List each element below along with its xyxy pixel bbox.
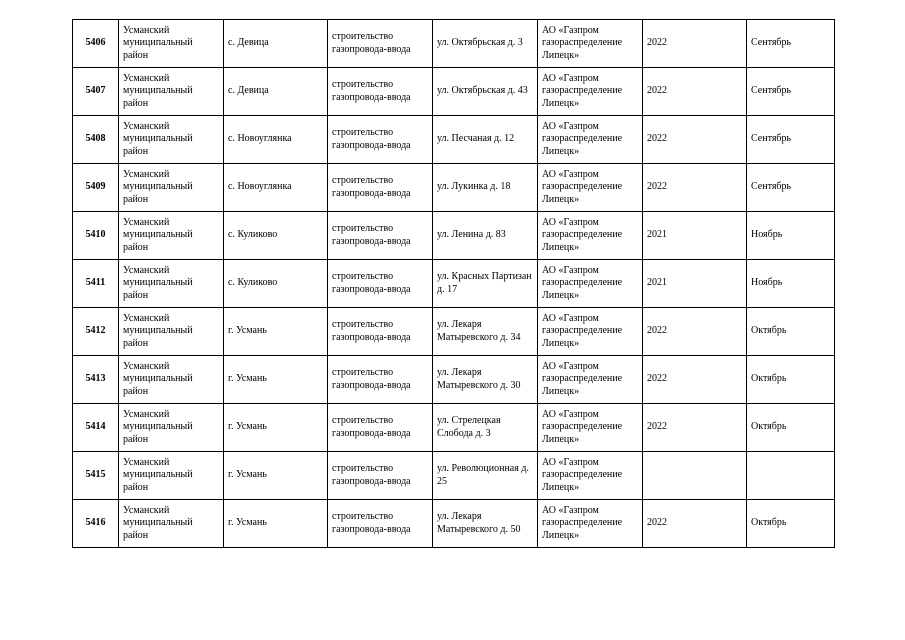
district-cell: Усманский муниципальный район	[119, 500, 224, 548]
district-cell: Усманский муниципальный район	[119, 404, 224, 452]
table-row	[73, 308, 835, 356]
month-cell: Октябрь	[747, 308, 835, 356]
row-number: 5413	[73, 356, 119, 404]
row-number: 5407	[73, 68, 119, 116]
year-cell: 2022	[643, 308, 747, 356]
address-cell: ул. Октябрьская д. 43	[433, 68, 538, 116]
year-cell: 2022	[643, 116, 747, 164]
row-number: 5416	[73, 500, 119, 548]
organization-cell: АО «Газпром газораспределение Липецк»	[538, 500, 643, 548]
row-number: 5406	[73, 20, 119, 68]
table-row	[73, 260, 835, 308]
address-cell: ул. Песчаная д. 12	[433, 116, 538, 164]
month-cell: Ноябрь	[747, 212, 835, 260]
table-row	[73, 404, 835, 452]
address-cell: ул. Лекаря Матыревского д. 50	[433, 500, 538, 548]
organization-cell: АО «Газпром газораспределение Липецк»	[538, 20, 643, 68]
locality-cell: с. Девица	[224, 68, 328, 116]
organization-cell: АО «Газпром газораспределение Липецк»	[538, 308, 643, 356]
month-cell: Сентябрь	[747, 116, 835, 164]
district-cell: Усманский муниципальный район	[119, 452, 224, 500]
locality-cell: г. Усмань	[224, 356, 328, 404]
district-cell: Усманский муниципальный район	[119, 116, 224, 164]
month-cell: Октябрь	[747, 500, 835, 548]
table-body	[73, 20, 835, 548]
organization-cell: АО «Газпром газораспределение Липецк»	[538, 164, 643, 212]
row-number: 5408	[73, 116, 119, 164]
district-cell: Усманский муниципальный район	[119, 260, 224, 308]
row-number: 5410	[73, 212, 119, 260]
address-cell: ул. Лекаря Матыревского д. 34	[433, 308, 538, 356]
table-row	[73, 500, 835, 548]
locality-cell: с. Новоуглянка	[224, 116, 328, 164]
organization-cell: АО «Газпром газораспределение Липецк»	[538, 212, 643, 260]
row-number: 5414	[73, 404, 119, 452]
gasification-schedule-table	[72, 19, 835, 548]
month-cell: Октябрь	[747, 356, 835, 404]
work-type-cell: строительство газопровода-ввода	[328, 164, 433, 212]
work-type-cell: строительство газопровода-ввода	[328, 116, 433, 164]
district-cell: Усманский муниципальный район	[119, 68, 224, 116]
table-row	[73, 164, 835, 212]
address-cell: ул. Ленина д. 83	[433, 212, 538, 260]
address-cell: ул. Красных Партизан д. 17	[433, 260, 538, 308]
table-row	[73, 212, 835, 260]
work-type-cell: строительство газопровода-ввода	[328, 500, 433, 548]
organization-cell: АО «Газпром газораспределение Липецк»	[538, 116, 643, 164]
work-type-cell: строительство газопровода-ввода	[328, 404, 433, 452]
table-row	[73, 68, 835, 116]
address-cell: ул. Революционная д. 25	[433, 452, 538, 500]
district-cell: Усманский муниципальный район	[119, 308, 224, 356]
year-cell: 2022	[643, 356, 747, 404]
locality-cell: с. Девица	[224, 20, 328, 68]
organization-cell: АО «Газпром газораспределение Липецк»	[538, 404, 643, 452]
year-cell: 2022	[643, 164, 747, 212]
organization-cell: АО «Газпром газораспределение Липецк»	[538, 260, 643, 308]
organization-cell: АО «Газпром газораспределение Липецк»	[538, 452, 643, 500]
locality-cell: г. Усмань	[224, 404, 328, 452]
district-cell: Усманский муниципальный район	[119, 356, 224, 404]
row-number: 5409	[73, 164, 119, 212]
month-cell: Сентябрь	[747, 20, 835, 68]
locality-cell: г. Усмань	[224, 500, 328, 548]
work-type-cell: строительство газопровода-ввода	[328, 308, 433, 356]
locality-cell: с. Новоуглянка	[224, 164, 328, 212]
year-cell: 2022	[643, 500, 747, 548]
district-cell: Усманский муниципальный район	[119, 20, 224, 68]
organization-cell: АО «Газпром газораспределение Липецк»	[538, 356, 643, 404]
year-cell	[643, 452, 747, 500]
month-cell: Сентябрь	[747, 164, 835, 212]
table-row	[73, 452, 835, 500]
row-number: 5415	[73, 452, 119, 500]
address-cell: ул. Октябрьская д. 3	[433, 20, 538, 68]
row-number: 5412	[73, 308, 119, 356]
table-row	[73, 20, 835, 68]
month-cell: Сентябрь	[747, 68, 835, 116]
month-cell	[747, 452, 835, 500]
address-cell: ул. Лукинка д. 18	[433, 164, 538, 212]
district-cell: Усманский муниципальный район	[119, 212, 224, 260]
work-type-cell: строительство газопровода-ввода	[328, 20, 433, 68]
year-cell: 2022	[643, 68, 747, 116]
work-type-cell: строительство газопровода-ввода	[328, 260, 433, 308]
locality-cell: г. Усмань	[224, 452, 328, 500]
month-cell: Октябрь	[747, 404, 835, 452]
address-cell: ул. Лекаря Матыревского д. 30	[433, 356, 538, 404]
year-cell: 2021	[643, 212, 747, 260]
address-cell: ул. Стрелецкая Слобода д. 3	[433, 404, 538, 452]
locality-cell: с. Куликово	[224, 212, 328, 260]
locality-cell: с. Куликово	[224, 260, 328, 308]
year-cell: 2022	[643, 404, 747, 452]
row-number: 5411	[73, 260, 119, 308]
work-type-cell: строительство газопровода-ввода	[328, 452, 433, 500]
year-cell: 2021	[643, 260, 747, 308]
work-type-cell: строительство газопровода-ввода	[328, 68, 433, 116]
year-cell: 2022	[643, 20, 747, 68]
table-row	[73, 116, 835, 164]
month-cell: Ноябрь	[747, 260, 835, 308]
locality-cell: г. Усмань	[224, 308, 328, 356]
district-cell: Усманский муниципальный район	[119, 164, 224, 212]
work-type-cell: строительство газопровода-ввода	[328, 356, 433, 404]
table-row	[73, 356, 835, 404]
work-type-cell: строительство газопровода-ввода	[328, 212, 433, 260]
organization-cell: АО «Газпром газораспределение Липецк»	[538, 68, 643, 116]
